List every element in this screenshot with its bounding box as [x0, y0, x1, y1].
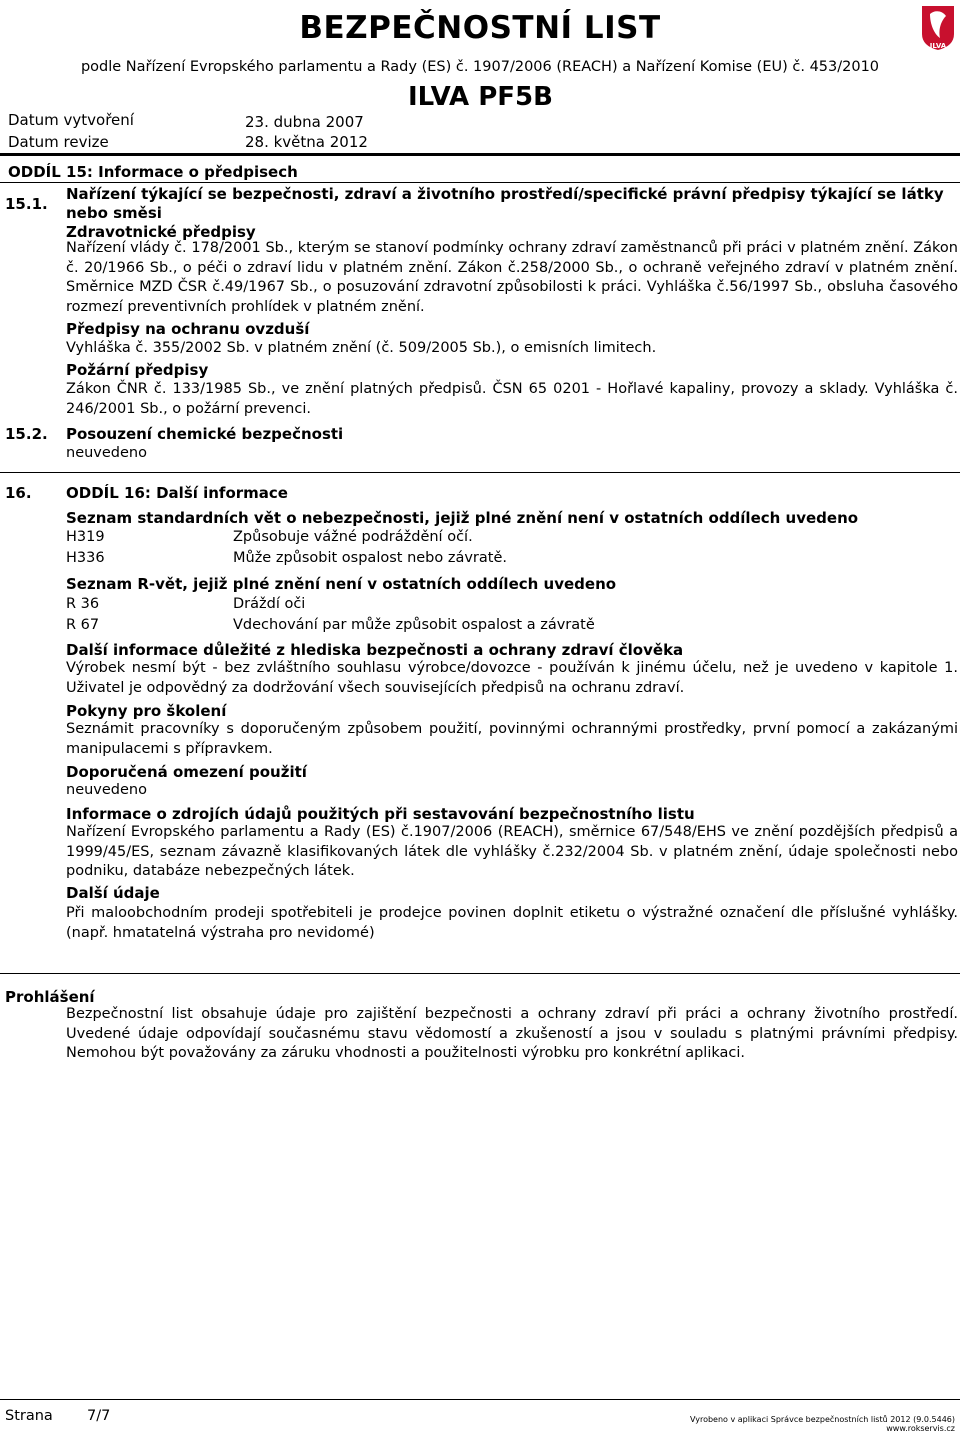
- important-info-text: Výrobek nesmí být - bez zvláštního souhlasu výrobce/dovozce - používán k jinému účelu, než je uvedeno v kapitole 1. Uživatel je odpovědný za dodržování všech souvisejících předpisů na ochranu zdraví.: [66, 660, 958, 696]
- revision-value: 28. května 2012: [245, 133, 368, 151]
- air-regulations-text: Vyhláška č. 355/2002 Sb. v platném znění (č. 509/2005 Sb.), o emisních limitech.: [66, 340, 657, 356]
- revision-label: Datum revize: [8, 133, 109, 151]
- sources-heading: Informace o zdrojích údajů použitých při sestavování bezpečnostního listu: [66, 805, 695, 823]
- section15-title: ODDÍL 15: Informace o předpisech: [8, 163, 298, 181]
- declaration-text: Bezpečnostní list obsahuje údaje pro zajištění bezpečnosti a ochrany zdraví při práci a ochrany životního prostředí. Uvedené údaje odpovídají současnému stavu vědomostí a zkušeností a jsou v souladu s platnými právními předpisy. Nemohou být považovány za záruku vhodnosti a použitelnosti výrobku pro konkrétní aplikaci.: [66, 1006, 958, 1061]
- created-value: 23. dubna 2007: [245, 113, 364, 131]
- other-info-text: Při maloobchodním prodeji spotřebiteli je prodejce povinen doplnit etiketu o výstražné označení dle příslušné vyhlášky. (např. hmatatelná výstraha pro nevidomé): [66, 905, 958, 941]
- restrictions-text: neuvedeno: [66, 782, 147, 798]
- document-title: BEZPEČNOSTNÍ LIST: [299, 10, 661, 46]
- h-phrase-code: H336: [66, 550, 105, 566]
- fire-regulations-text: Zákon ČNR č. 133/1985 Sb., ve znění platných předpisů. ČSN 65 0201 - Hořlavé kapaliny, provozy a sklady. Vyhláška č. 246/2001 Sb., o požární prevenci.: [66, 381, 958, 417]
- r-phrases-heading: Seznam R-vět, jejiž plné znění není v ostatních oddílech uvedeno: [66, 575, 617, 593]
- section-15-2-number: 15.2.: [5, 425, 48, 443]
- air-regulations-heading: Předpisy na ochranu ovzduší: [66, 320, 310, 338]
- training-heading: Pokyny pro školení: [66, 702, 227, 720]
- footer-divider: [0, 1399, 960, 1400]
- section-15-1-heading-line2: nebo směsi: [66, 204, 162, 222]
- generator-note: Vyrobeno v aplikaci Správce bezpečnostních listů 2012 (9.0.5446) www.rokservis.cz: [689, 1415, 955, 1433]
- section-15-2-heading: Posouzení chemické bezpečnosti: [66, 425, 344, 443]
- document-subtitle: podle Nařízení Evropského parlamentu a Rady (ES) č. 1907/2006 (REACH) a Nařízení Komise (EU) č. 453/2010: [80, 59, 880, 75]
- training-text: Seznámit pracovníky s doporučeným způsobem použití, povinnými ochrannými prostředky, první pomocí a zakázanými manipulacemi s přípravkem.: [66, 721, 958, 757]
- important-info-heading: Další informace důležité z hlediska bezpečnosti a ochrany zdraví člověka: [66, 641, 684, 659]
- section-15-2-text: neuvedeno: [66, 445, 147, 461]
- r-phrase-text: Vdechování par může způsobit ospalost a závratě: [233, 617, 595, 633]
- declaration-divider: [0, 973, 960, 974]
- health-regulations-text: Nařízení vlády č. 178/2001 Sb., kterým se stanoví podmínky ochrany zdraví zaměstnanců při práci v platném znění. Zákon č. 20/1966 Sb., o péči o zdraví lidu v platném znění. Zákon č.258/2000 Sb., o ochraně veřejného zdraví v platném znění. Směrnice MZD ČSR č.49/1967 Sb., o posuzování zdravotní způsobilosti k práci. Vyhláška č.56/1997 Sb., obsluha časového rozmezí preventivních prohlídek v platném znění.: [66, 240, 958, 315]
- page-label: Strana: [5, 1408, 53, 1424]
- h-phrases-heading: Seznam standardních vět o nebezpečnosti, jejiž plné znění není v ostatních oddílech uvedeno: [66, 509, 859, 527]
- h-phrase-code: H319: [66, 529, 105, 545]
- section15-divider: [0, 182, 960, 183]
- ilva-logo: [920, 4, 956, 52]
- created-label: Datum vytvoření: [8, 111, 134, 129]
- section-15-1-heading-line1: Nařízení týkající se bezpečnosti, zdraví a životního prostředí/specifické právní předpisy týkající se látky: [66, 185, 944, 203]
- r-phrase-text: Dráždí oči: [233, 596, 306, 612]
- section-15-1-number: 15.1.: [5, 195, 48, 213]
- other-info-heading: Další údaje: [66, 884, 160, 902]
- page-number: 7/7: [87, 1408, 111, 1424]
- restrictions-heading: Doporučená omezení použití: [66, 763, 307, 781]
- declaration-label: Prohlášení: [5, 988, 95, 1006]
- section16-number: 16.: [5, 484, 32, 502]
- health-regulations-heading: Zdravotnické předpisy: [66, 223, 256, 241]
- fire-regulations-heading: Požární předpisy: [66, 361, 209, 379]
- logo-text: ILVA: [929, 42, 947, 50]
- h-phrase-text: Způsobuje vážné podráždění očí.: [233, 529, 473, 545]
- r-phrase-code: R 36: [66, 596, 100, 612]
- h-phrase-text: Může způsobit ospalost nebo závratě.: [233, 550, 507, 566]
- header-divider: [0, 153, 960, 156]
- section15-bottom-divider: [0, 472, 960, 473]
- r-phrase-code: R 67: [66, 617, 100, 633]
- sources-text: Nařízení Evropského parlamentu a Rady (ES) č.1907/2006 (REACH), směrnice 67/548/EHS ve znění pozdějších předpisů a 1999/45/ES, seznam závazně klasifikovaných látek dle vyhlášky č.232/2004 Sb. v platném znění, údaje společnosti nebo podniku, databáze nebezpečných látek.: [66, 824, 958, 879]
- product-name: ILVA PF5B: [408, 82, 553, 112]
- section16-title: ODDÍL 16: Další informace: [66, 484, 288, 502]
